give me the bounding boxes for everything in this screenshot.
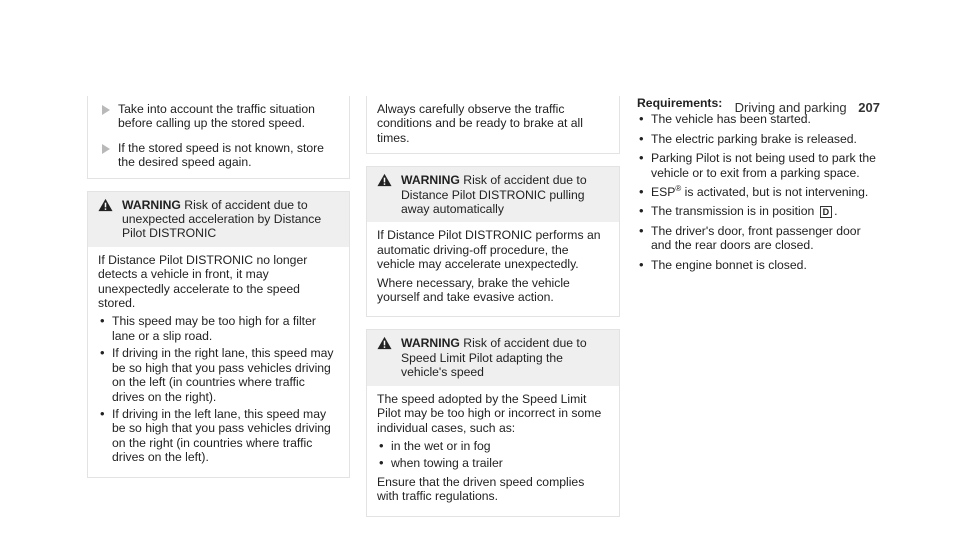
registered-mark: ®	[675, 183, 682, 193]
warning-outro: Ensure that the driven speed complies with traffic regulations.	[377, 474, 585, 504]
list-item: • The vehicle has been started.	[637, 112, 882, 126]
list-item: • in the wet or in fog	[377, 439, 609, 453]
esp-text: is activated, but is not intervening.	[681, 185, 869, 200]
list-item	[637, 204, 882, 218]
warning-keyword: WARNING	[122, 197, 181, 212]
step-item	[98, 102, 339, 131]
warning-box-acceleration	[87, 191, 350, 478]
warning-header	[367, 330, 619, 385]
warning-bullets	[377, 439, 609, 471]
warning-keyword: WARNING	[401, 336, 460, 351]
step-arrow-icon	[102, 144, 110, 154]
page-number: 207	[858, 100, 880, 115]
step-text: Take into account the traffic situation before calling up the stored speed.	[118, 102, 315, 131]
list-item: • when towing a trailer	[377, 456, 609, 470]
warning-intro: If Distance Pilot DISTRONIC no longer detects a vehicle in front, it may unexpectedly accelerate to the speed stored.	[98, 252, 308, 311]
continued-text: Always carefully observe the traffic conditions and be ready to brake at all times.	[377, 102, 583, 145]
warning-headline: Risk of accident due to Distance Pilot DISTRONIC pulling away automatically	[401, 173, 587, 217]
warning-header	[88, 192, 349, 247]
warning-keyword: WARNING	[401, 173, 460, 188]
list-item: • The engine bonnet is closed.	[637, 258, 882, 272]
warning-body	[367, 386, 619, 516]
list-item: • Parking Pilot is not being used to park the vehicle or to exit from a parking space.	[637, 151, 882, 180]
list-item: • This speed may be too high for a filter lane or a slip road.	[98, 314, 339, 343]
warning-header	[367, 167, 619, 222]
warning-box-speed-limit	[366, 329, 620, 516]
warning-body	[367, 222, 619, 316]
step-item	[98, 141, 339, 170]
transmission-text: The transmission is in position	[651, 204, 815, 219]
list-item: • If driving in the left lane, this speed may be so high that you pass vehicles driving on the right (in countries where traffic drives on the left).	[98, 407, 339, 465]
warning-headline: Risk of accident due to unexpected acceleration by Distance Pilot DISTRONIC	[122, 197, 322, 241]
column-2	[366, 96, 620, 529]
continued-box	[366, 96, 620, 154]
gear-d-icon: D	[820, 206, 833, 218]
steps-box	[87, 96, 350, 179]
list-item: • If driving in the right lane, this speed may be so high that you pass vehicles driving on the left (in countries where traffic drives on the right).	[98, 346, 339, 404]
section-title: Driving and parking	[734, 100, 847, 115]
list-item: • The driver's door, front passenger door and the rear doors are closed.	[637, 224, 882, 253]
column-3	[637, 96, 882, 277]
warning-triangle-icon	[377, 336, 392, 350]
esp-label: ESP	[651, 185, 676, 200]
warning-headline: Risk of accident due to Speed Limit Pilot adapting the vehicle's speed	[401, 336, 587, 380]
list-item: • The electric parking brake is released.	[637, 132, 882, 146]
warning-bullets	[98, 314, 339, 464]
column-1	[87, 96, 350, 490]
warning-paragraph: If Distance Pilot DISTRONIC performs an automatic driving-off procedure, the vehicle may accelerate unexpectedly.	[377, 228, 601, 272]
warning-triangle-icon	[377, 173, 392, 187]
requirements-list	[637, 112, 882, 272]
transmission-end: .	[834, 204, 838, 219]
step-arrow-icon	[102, 105, 110, 115]
warning-triangle-icon	[98, 198, 113, 212]
warning-intro: The speed adopted by the Speed Limit Pilot may be too high or incorrect in some individual cases, such as:	[377, 391, 602, 435]
warning-paragraph: Where necessary, brake the vehicle yourself and take evasive action.	[377, 275, 570, 305]
warning-box-pulling-away	[366, 166, 620, 317]
warning-body	[88, 247, 349, 477]
step-text: If the stored speed is not known, store the desired speed again.	[118, 140, 324, 170]
list-item	[637, 185, 882, 199]
requirements-title: Requirements:	[637, 96, 723, 110]
